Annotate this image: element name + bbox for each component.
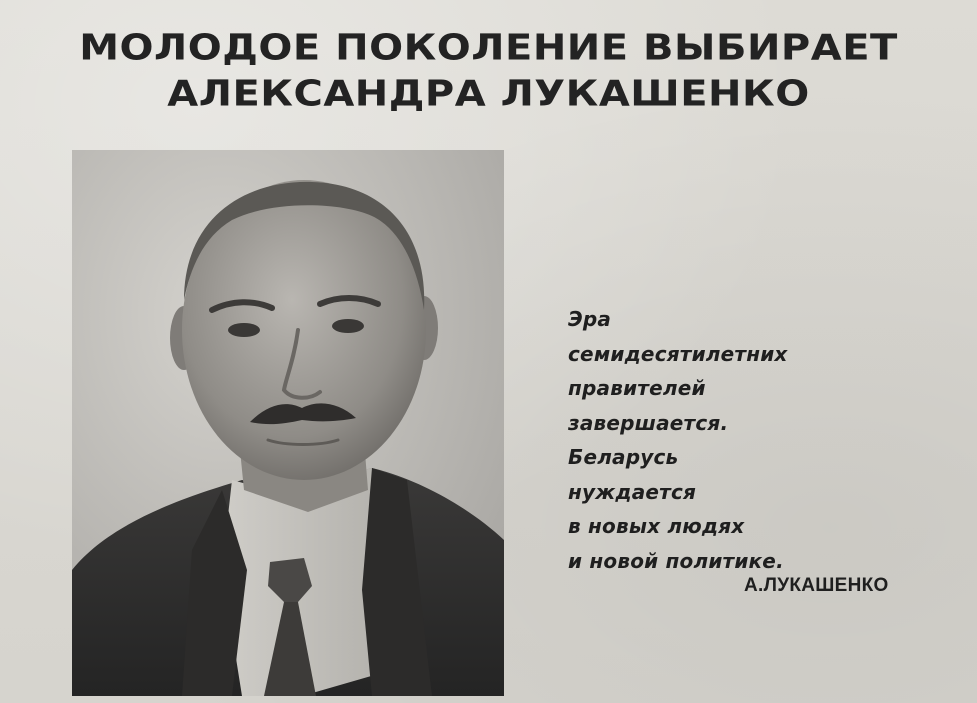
quote-line: Эра bbox=[568, 307, 612, 331]
quote-line: в новых людях bbox=[568, 514, 745, 538]
quote-block bbox=[568, 302, 948, 578]
quote-line: правителей bbox=[568, 376, 706, 400]
portrait-photo bbox=[72, 150, 504, 696]
headline-line-1: МОЛОДОЕ ПОКОЛЕНИЕ ВЫБИРАЕТ bbox=[79, 27, 898, 69]
quote-line: семидесятилетних bbox=[568, 341, 788, 366]
quote-line: нуждается bbox=[568, 479, 697, 504]
quote-line: завершается. bbox=[568, 410, 729, 435]
quote-line: Беларусь bbox=[568, 445, 679, 469]
quote-line: и новой политике. bbox=[568, 548, 784, 573]
headline-line-2: АЛЕКСАНДРА ЛУКАШЕНКО bbox=[167, 73, 810, 115]
quote-signature: А.ЛУКАШЕНКО bbox=[744, 575, 889, 596]
portrait-illustration bbox=[72, 150, 504, 696]
